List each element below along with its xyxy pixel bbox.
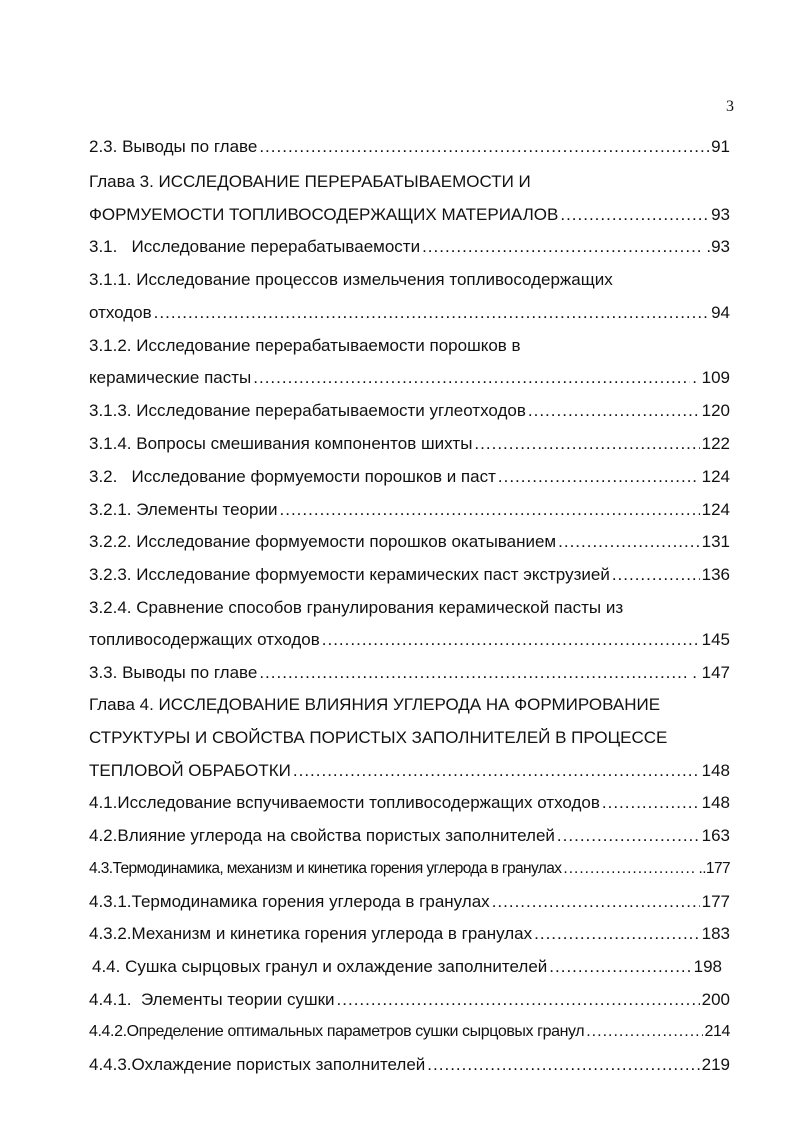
toc-entry-title: Термодинамика горения углерода в гранулах: [131, 892, 490, 911]
toc-entry-page: . 124: [692, 467, 730, 486]
toc-entry-number: 4.3.1.: [89, 892, 132, 911]
toc-entry-title: Исследование формуемости керамических паст экструзией: [136, 565, 610, 584]
toc-leader-dots: [293, 760, 700, 782]
toc-entry-4-3-2: [89, 923, 730, 945]
toc-entry-3-1-2-heading: 3.1.2. Исследование перерабатываемости порошков в: [89, 336, 521, 355]
toc-entry-title: Исследование формуемости порошков и паст: [131, 467, 496, 486]
toc-entry-page: . 109: [692, 368, 730, 387]
toc-entry-page: ..177: [698, 860, 730, 877]
toc-entry-title: Термодинамика, механизм и кинетика горения углерода в гранулах: [112, 860, 562, 877]
toc-chapter-3-title: [89, 204, 730, 226]
toc-entry-title: Исследование перерабатываемости углеотходов: [136, 401, 526, 420]
toc-entry-page: 219: [701, 1055, 730, 1074]
toc-entry-number: 2.3.: [89, 137, 123, 156]
toc-entry-number: 4.4.2.: [89, 1023, 127, 1040]
toc-entry-title: Элементы теории сушки: [140, 990, 335, 1009]
toc-entry-title: Механизм и кинетика горения углерода в гранулах: [131, 924, 533, 943]
toc-entry-page: 120: [701, 401, 730, 420]
toc-entry-4-4-3: [89, 1054, 730, 1076]
toc-entry-page: 124: [701, 500, 730, 519]
toc-entry-4-4: [92, 956, 722, 978]
toc-chapter-4-heading: Глава 4. ИССЛЕДОВАНИЕ ВЛИЯНИЯ УГЛЕРОДА НА ФОРМИРОВАНИЕ: [89, 695, 661, 714]
toc-entry-title: керамические пасты: [89, 368, 252, 387]
toc-leader-dots: [492, 891, 700, 913]
toc-entry-3-2-1: [89, 499, 730, 521]
toc-entry-title: Вопросы смешивания компонентов шихты: [136, 434, 473, 453]
toc-entry-title: Исследование перерабатываемости: [131, 237, 421, 256]
toc-entry-3-1: [89, 236, 730, 258]
toc-entry-title: ФОРМУЕМОСТИ ТОПЛИВОСОДЕРЖАЩИХ МАТЕРИАЛОВ: [89, 205, 559, 224]
toc-leader-dots: [154, 302, 709, 324]
toc-entry-3-2-3: [89, 564, 730, 586]
toc-entry-number: 4.4.3.: [89, 1055, 132, 1074]
toc-entry-2-3: [89, 136, 730, 158]
toc-entry-page: 214: [704, 1023, 730, 1040]
toc-leader-dots: [259, 136, 709, 158]
toc-entry-number: 4.4.: [92, 957, 126, 976]
page-number: 3: [726, 98, 734, 115]
toc-entry-number: 3.2.3.: [89, 565, 137, 584]
toc-entry-3-1-2: [89, 367, 730, 389]
toc-entry-3-2-2: [89, 531, 730, 553]
toc-entry-4-3-1: [89, 891, 730, 913]
toc-entry-number: 3.1.3.: [89, 401, 137, 420]
toc-entry-3-1-3: [89, 400, 730, 422]
toc-leader-dots: [322, 629, 700, 651]
toc-entry-title: ТЕПЛОВОЙ ОБРАБОТКИ: [89, 761, 291, 780]
toc-entry-title: Исследование вспучиваемости топливосодержащих отходов: [117, 793, 600, 812]
toc-entry-number: 3.1.: [89, 237, 132, 256]
toc-entry-page: 145: [701, 630, 730, 649]
toc-entry-page: 136: [701, 565, 730, 584]
toc-leader-dots: [563, 858, 696, 880]
toc-entry-page: 177: [701, 892, 730, 911]
toc-entry-title: Выводы по главе: [122, 137, 258, 156]
toc-entry-page: 91: [711, 137, 730, 156]
toc-leader-dots: [528, 400, 700, 422]
toc-entry-page: 183: [701, 924, 730, 943]
toc-leader-dots: [560, 204, 709, 226]
toc-entry-number: 3.2.2.: [89, 532, 137, 551]
toc-entry-4-4-2: [89, 1021, 730, 1043]
toc-entry-page: 200: [701, 990, 730, 1009]
toc-entry-title: Определение оптимальных параметров сушки сырцовых гранул: [126, 1023, 585, 1040]
toc-entry-page: . 147: [692, 663, 730, 682]
toc-entry-number: 4.4.1.: [89, 990, 141, 1009]
toc-entry-page: 93: [711, 205, 730, 224]
toc-entry-3-1-4: [89, 433, 730, 455]
toc-entry-number: 3.1.4.: [89, 434, 137, 453]
toc-leader-dots: [280, 499, 700, 521]
toc-entry-title: отходов: [89, 303, 152, 322]
toc-chapter-3-heading: Глава 3. ИССЛЕДОВАНИЕ ПЕРЕРАБАТЫВАЕМОСТИ И: [89, 172, 531, 191]
toc-leader-dots: [253, 367, 690, 389]
toc-leader-dots: [498, 466, 690, 488]
toc-leader-dots: [337, 989, 700, 1011]
toc-leader-dots: [422, 236, 704, 258]
toc-entry-page: 148: [701, 761, 730, 780]
toc-entry-title: топливосодержащих отходов: [89, 630, 320, 649]
toc-leader-dots: [474, 433, 699, 455]
toc-entry-title: Влияние углерода на свойства пористых заполнителей: [117, 826, 555, 845]
toc-entry-3-3: [89, 662, 730, 684]
toc-entry-4-1: [89, 792, 730, 814]
toc-entry-title: Охлаждение пористых заполнителей: [131, 1055, 426, 1074]
toc-leader-dots: [558, 531, 700, 553]
toc-entry-number: 4.1.: [89, 793, 118, 812]
toc-entry-3-2-4: [89, 629, 730, 651]
toc-entry-page: 122: [701, 434, 730, 453]
toc-entry-4-3: [89, 858, 730, 880]
toc-entry-page: 163: [701, 826, 730, 845]
toc-leader-dots: [259, 662, 690, 684]
toc-leader-dots: [557, 825, 700, 847]
toc-leader-dots: [549, 956, 691, 978]
toc-entry-3-2: [89, 466, 730, 488]
toc-leader-dots: [534, 923, 699, 945]
toc-entry-page: 198: [693, 957, 722, 976]
toc-entry-number: 3.2.: [89, 467, 132, 486]
toc-entry-4-2: [89, 825, 730, 847]
toc-entry-number: 3.2.1.: [89, 500, 137, 519]
toc-entry-number: 4.2.: [89, 826, 118, 845]
toc-chapter-4-heading-line-2: СТРУКТУРЫ И СВОЙСТВА ПОРИСТЫХ ЗАПОЛНИТЕЛЕЙ В ПРОЦЕССЕ: [89, 728, 668, 747]
toc-entry-4-4-1: [89, 989, 730, 1011]
toc-entry-title: Исследование формуемости порошков окатыванием: [136, 532, 557, 551]
toc-entry-3-1-1: [89, 302, 730, 324]
toc-entry-number: 3.3.: [89, 663, 123, 682]
toc-entry-title: Сушка сырцовых гранул и охлаждение заполнителей: [125, 957, 548, 976]
toc-entry-page: 131: [701, 532, 730, 551]
toc-entry-number: 4.3.2.: [89, 924, 132, 943]
toc-chapter-4-title: [89, 760, 730, 782]
toc-leader-dots: [427, 1054, 699, 1076]
toc-entry-3-2-4-heading: 3.2.4. Сравнение способов гранулирования керамической пасты из: [89, 598, 624, 617]
toc-entry-3-1-1-heading: 3.1.1. Исследование процессов измельчения топливосодержащих: [89, 270, 613, 289]
toc-entry-title: Элементы теории: [136, 500, 278, 519]
toc-entry-title: Выводы по главе: [122, 663, 258, 682]
toc-entry-number: 4.3.: [89, 860, 113, 877]
toc-entry-page: .93: [706, 237, 730, 256]
toc-entry-page: 148: [701, 793, 730, 812]
toc-leader-dots: [586, 1021, 702, 1043]
toc-leader-dots: [612, 564, 700, 586]
toc-leader-dots: [602, 792, 700, 814]
toc-entry-page: 94: [711, 303, 730, 322]
